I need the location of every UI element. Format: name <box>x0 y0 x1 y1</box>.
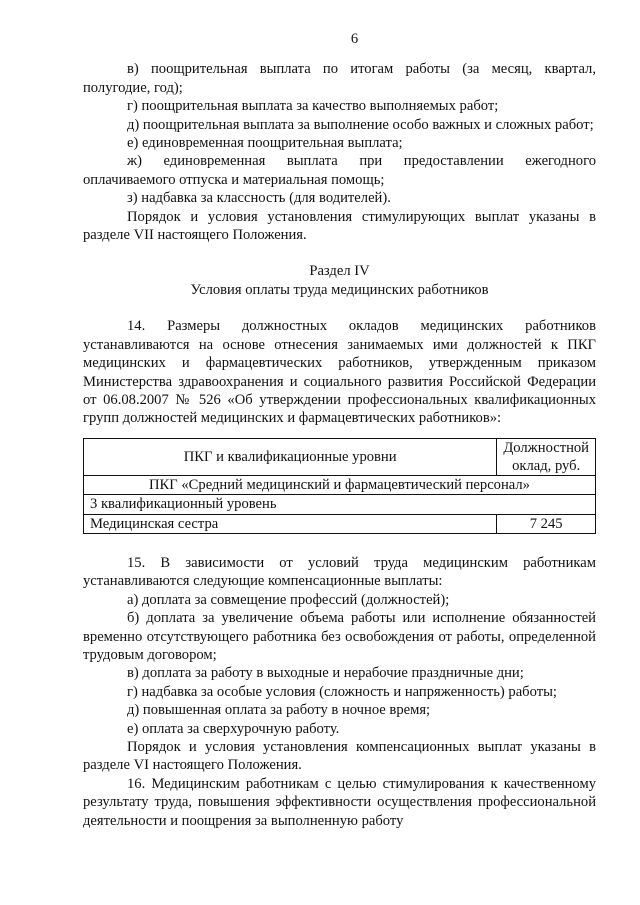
list-item: г) поощрительная выплата за качество выполняемых работ; <box>127 98 499 115</box>
table-header-qualification: ПКГ и квалификационные уровни <box>84 438 497 475</box>
list-item: в) поощрительная выплата по итогам работы (за месяц, квартал, полугодие, год); <box>83 61 596 96</box>
table-header-row <box>84 438 596 475</box>
table-group-cell: ПКГ «Средний медицинский и фармацевтический персонал» <box>84 475 596 494</box>
section-title: Условия оплаты труда медицинских работников <box>190 281 489 298</box>
list-item: ж) единовременная выплата при предоставлении ежегодного оплачиваемого отпуска и материальная помощь; <box>83 153 596 188</box>
spacer <box>83 534 596 554</box>
comp-procedure-paragraph: Порядок и условия установления компенсационных выплат указаны в разделе VI настоящего Положения. <box>83 739 596 774</box>
section-heading: Раздел IV <box>309 263 370 280</box>
list-item: в) доплата за работу в выходные и нерабочие праздничные дни; <box>127 665 524 682</box>
list-item: з) надбавка за классность (для водителей). <box>127 190 391 207</box>
list-item: г) надбавка за особые условия (сложность и напряженность) работы; <box>127 683 557 700</box>
list-item: б) доплата за увеличение объема работы или исполнение обязанностей временно отсутствующего работника без освобождения от работы, определенной трудовым договором; <box>83 610 596 663</box>
table-position-cell: Медицинская сестра <box>84 514 497 533</box>
table-row <box>84 475 596 494</box>
list-item: д) повышенная оплата за работу в ночное время; <box>127 702 431 719</box>
clause-15-paragraph: 15. В зависимости от условий труда медицинским работникам устанавливаются следующие компенсационные выплаты: <box>83 554 596 590</box>
table-row <box>84 495 596 514</box>
salary-table <box>83 438 596 534</box>
spacer <box>83 428 596 438</box>
spacer <box>83 244 596 262</box>
page-number: 6 <box>350 31 359 47</box>
table-level-cell: 3 квалификационный уровень <box>84 495 596 514</box>
list-item: е) единовременная поощрительная выплата; <box>127 135 403 152</box>
clause-14-paragraph: 14. Размеры должностных окладов медицинских работников устанавливаются на основе отнесения занимаемых ими должностей к ПКГ медицинских и фармацевтических работников, утвержденным приказом Министерства здравоохранения и социального развития Российской Федерации от 06.08.2007 № 526 «Об утверждении профессиональных квалификационных групп должностей медицинских и фармацевтических работников»: <box>83 318 596 427</box>
list-item: д) поощрительная выплата за выполнение особо важных и сложных работ; <box>127 116 594 133</box>
table-header-salary: Должностной оклад, руб. <box>497 438 596 475</box>
clause-16-paragraph: 16. Медицинским работникам с целью стимулирования к качественному результату труда, повышения эффективности осуществления профессиональной деятельности и поощрения за выполненную работу <box>83 775 596 829</box>
table-salary-cell: 7 245 <box>497 514 596 533</box>
table-row <box>84 514 596 533</box>
list-item: а) доплата за совмещение профессий (должностей); <box>127 591 450 608</box>
list-item: е) оплата за сверхурочную работу. <box>127 720 340 737</box>
spacer <box>83 299 596 317</box>
incentive-procedure-paragraph: Порядок и условия установления стимулирующих выплат указаны в разделе VII настоящего Положения. <box>83 208 596 244</box>
